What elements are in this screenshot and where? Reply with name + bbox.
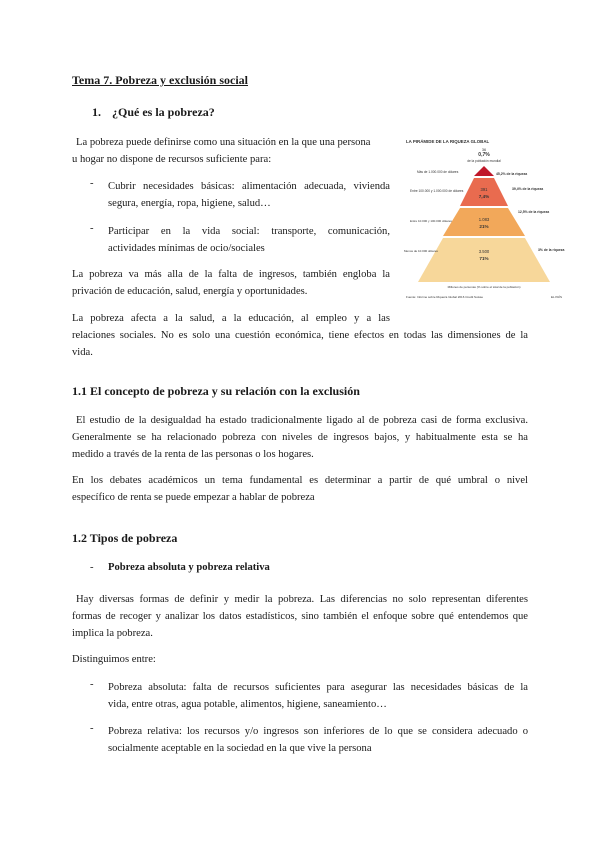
pyramid-tier-3-left: Entre 10.000 y 100.000 dólares (410, 219, 452, 223)
section-1-paragraph-3: La pobreza afecta a la salud, a la educación, al empleo y a las relaciones sociales. No es solo una cuestión económica, tiene efectos en todas las dimensiones de la vida. (72, 313, 528, 358)
pyramid-tier-1-right: 45,2% de la riqueza (496, 172, 528, 176)
section-1-1-heading: 1.1 El concepto de pobreza y su relación con la exclusión (72, 384, 360, 398)
section-1-heading: ¿Qué es la pobreza? (112, 105, 215, 119)
bullet-pobreza-relativa: Pobreza relativa: los recursos y/o ingresos son inferiores de lo que se considera adecuado o socialmente aceptable en la sociedad en la que vive la persona (108, 726, 528, 754)
bullet-dash: - (90, 223, 94, 234)
bullet-pobreza-absoluta: Pobreza absoluta: falta de recursos suficientes para asegurar las necesidades básicas de la vida, entre otras, agua potable, alimentos, higiene, saneamiento… (108, 682, 528, 710)
bullet-dash: - (90, 562, 94, 573)
pyramid-tier-3-count: 1.083 (478, 217, 490, 222)
pyramid-credit: EL PAÍS (550, 295, 562, 299)
pyramid-bottom-caption: Millones de personas (% sobre el total de la población) (447, 285, 521, 289)
bullet-vida-social: Participar en la vida social: transporte, comunicación, actividades mínimas de ocio/sociales (108, 226, 390, 254)
pyramid-source: Fuente: Informe sobre Riqueza Global 2016 Credit Suisse (406, 295, 484, 299)
pyramid-tier-4-left: Menos de 10.000 dólares (404, 249, 438, 253)
bullet-dash: - (90, 723, 94, 734)
section-1-paragraph-2: La pobreza va más alla de la falta de ingresos, también engloba la privación de educación, salud, energía y oportunidades. (72, 269, 390, 297)
section-1-2-subheading: Pobreza absoluta y pobreza relativa (108, 562, 270, 573)
section-1-1-paragraph-2: En los debates académicos un tema fundamental es determinar a partir de qué umbral o nivel específico de renta se puede empezar a hablar de pobreza (72, 475, 528, 503)
section-1-2-paragraph-1: Hay diversas formas de definir y medir la pobreza. Las diferencias no solo representan diferentes formas de recoger y analizar los datos estadísticos, sino también el enfoque sobre qué entendemos que implica la pobreza. (72, 594, 528, 639)
pyramid-tier-2-right: 39,4% de la riqueza (512, 187, 544, 191)
section-1-1-paragraph-1: El estudio de la desigualdad ha estado tradicionalmente ligado al de pobreza casi de forma exclusiva. Generalmente se ha relacionado pobreza con niveles de ingresos bajos, y habitualmente esta se ha medido a través de la renta de las personas o los hogares. (72, 415, 528, 460)
bullet-dash: - (90, 178, 94, 189)
bullet-dash: - (90, 679, 94, 690)
document-title: Tema 7. Pobreza y exclusión social (72, 73, 248, 87)
pyramid-tier-3 (443, 208, 525, 236)
pyramid-top-count: 36 (481, 148, 487, 152)
section-1-intro: La pobreza puede definirse como una situación en la que una persona u hogar no dispone de recursos suficiente para: (72, 137, 371, 165)
section-1-2-heading: 1.2 Tipos de pobreza (72, 531, 178, 545)
pyramid-tier-4-right: 3% de la riqueza (538, 248, 565, 252)
pyramid-tier-4-count: 3.500 (478, 249, 490, 254)
bullet-necesidades-basicas: Cubrir necesidades básicas: alimentación adecuada, vivienda segura, energía, ropa, higiene, salud… (108, 181, 390, 209)
pyramid-tier-2 (460, 178, 508, 206)
pyramid-tier-2-percent: 7,4% (478, 194, 490, 199)
distinguimos-label: Distinguimos entre: (72, 654, 156, 665)
pyramid-tier-2-count: 391 (480, 187, 488, 192)
pyramid-tier-1 (474, 166, 494, 176)
pyramid-tier-2-left: Entre 100.000 y 1.000.000 de dólares (410, 189, 464, 193)
pyramid-tier-1-left: Más de 1.000.000 de dólares (417, 170, 459, 174)
pyramid-title: LA PIRÁMIDE DE LA RIQUEZA GLOBAL (406, 139, 490, 144)
pyramid-tier-3-right: 12,5% de la riqueza (518, 210, 550, 214)
section-1-number: 1. (92, 105, 101, 119)
pyramid-tier-4-percent: 71% (479, 256, 489, 261)
wealth-pyramid-figure (400, 136, 568, 304)
pyramid-tier-1-percent: 0,7% (478, 152, 490, 158)
pyramid-top-caption: de la población mundial (467, 159, 501, 163)
pyramid-tier-3-percent: 21% (479, 224, 489, 229)
